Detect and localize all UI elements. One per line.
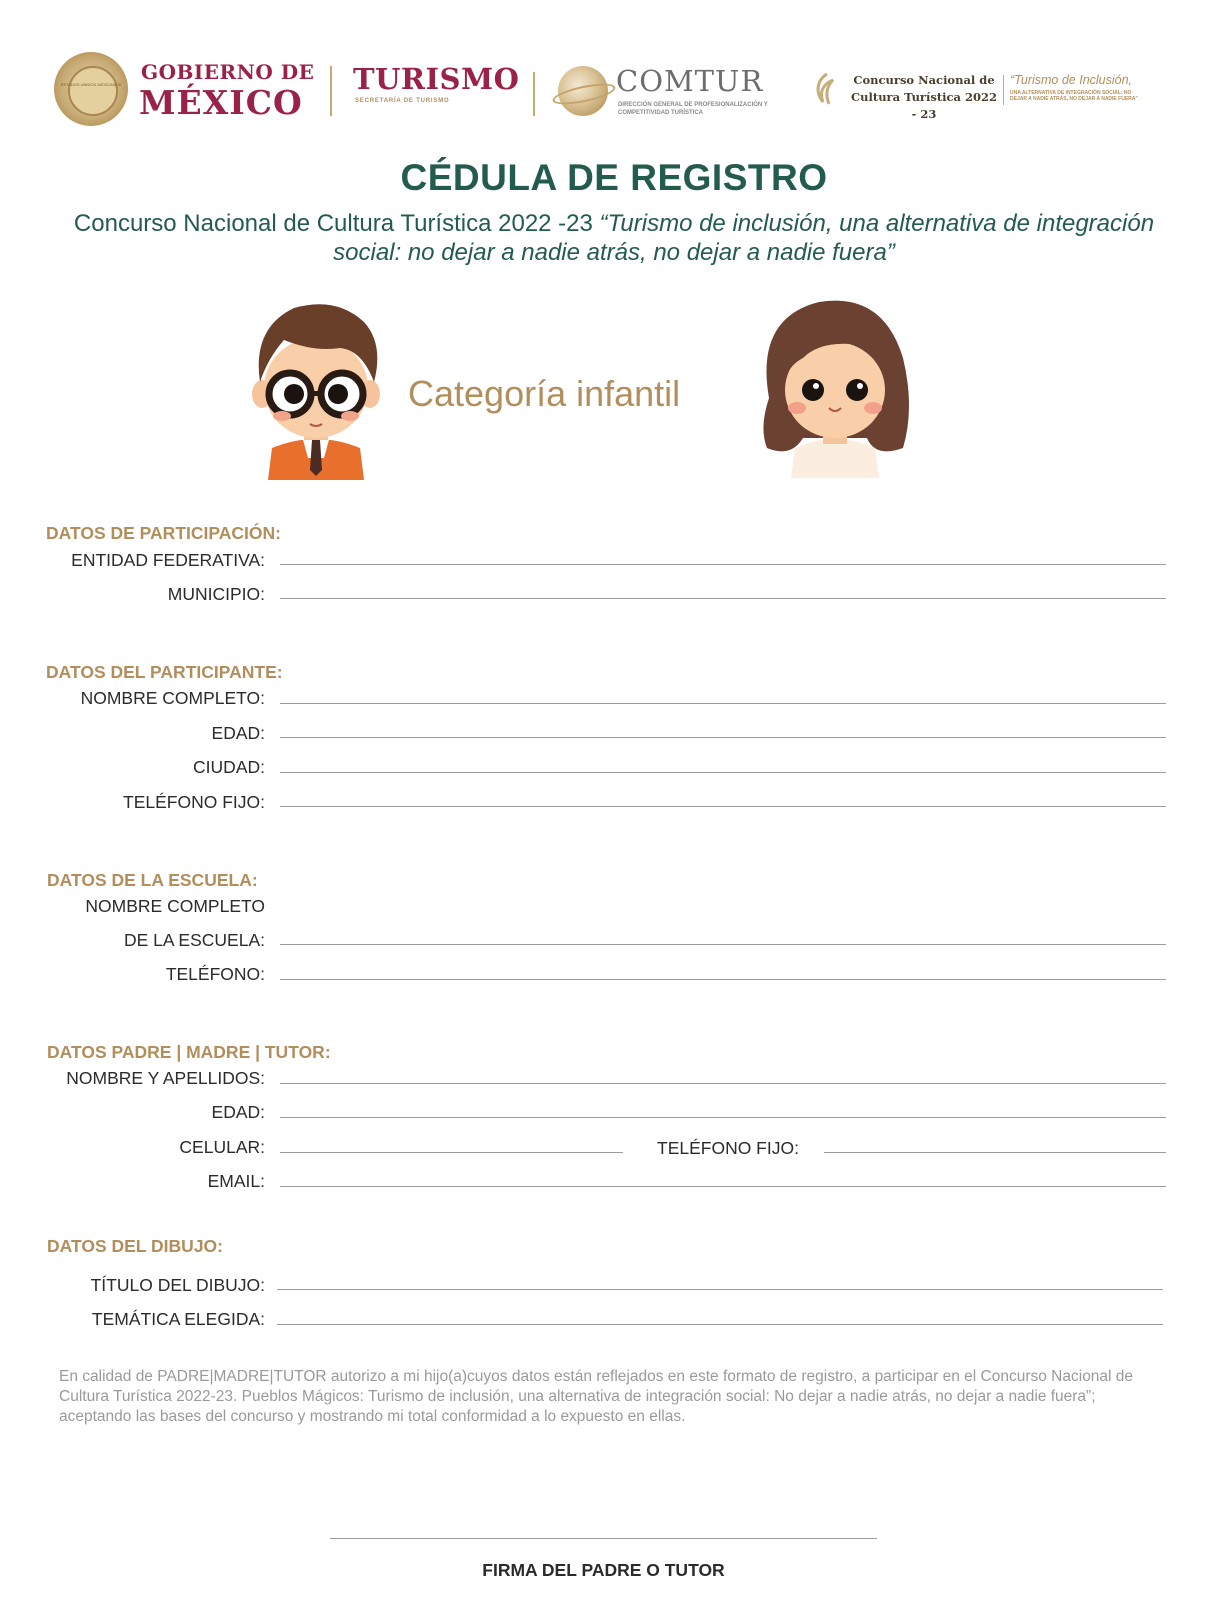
inclusion-logo-subtitle: UNA ALTERNATIVA DE INTEGRACIÓN SOCIAL: NO DEJAR A NADIE ATRÁS, NO DEJAR A NADIE FUERA” xyxy=(1010,90,1138,102)
logo-divider xyxy=(330,66,332,116)
inclusion-logo-title: “Turismo de Inclusión, xyxy=(1010,73,1133,87)
ciudad-input[interactable] xyxy=(280,772,1166,773)
swirl-icon xyxy=(813,72,837,106)
comtur-logo-subtitle: DIRECCIÓN GENERAL DE PROFESIONALIZACIÓN Y COMPETITIVIDAD TURÍSTICA xyxy=(618,102,768,116)
label-celular: CELULAR: xyxy=(179,1137,265,1157)
label-telefono-participante: TELÉFONO FIJO: xyxy=(123,792,265,812)
label-telefono-escuela: TELÉFONO: xyxy=(165,964,265,984)
mexico-seal-icon: ESTADOS UNIDOS MEXICANOS xyxy=(54,52,128,126)
label-edad-participante: EDAD: xyxy=(211,723,265,743)
section-heading-escuela: DATOS DE LA ESCUELA: xyxy=(47,870,258,890)
label-nombre-tutor: NOMBRE Y APELLIDOS: xyxy=(66,1068,265,1088)
label-nombre-escuela-1: NOMBRE COMPLETO xyxy=(85,896,265,916)
label-ciudad: CIUDAD: xyxy=(193,757,265,777)
entidad-input[interactable] xyxy=(280,564,1166,565)
nombre-tutor-input[interactable] xyxy=(280,1083,1166,1084)
logo-divider xyxy=(1003,75,1004,105)
label-telefono-fijo-tutor: TELÉFONO FIJO: xyxy=(657,1138,799,1158)
label-entidad: ENTIDAD FEDERATIVA: xyxy=(71,550,265,570)
label-nombre-escuela-2: DE LA ESCUELA: xyxy=(123,930,265,950)
label-titulo-dibujo: TÍTULO DEL DIBUJO: xyxy=(90,1275,265,1295)
gobierno-logo-line2: MÉXICO xyxy=(139,83,303,122)
nombre-escuela-input[interactable] xyxy=(280,944,1166,945)
edad-tutor-input[interactable] xyxy=(280,1117,1166,1118)
turismo-logo-subtitle: SECRETARÍA DE TURISMO xyxy=(355,98,450,104)
nombre-participante-input[interactable] xyxy=(280,703,1166,704)
page-title: CÉDULA DE REGISTRO xyxy=(400,157,828,198)
girl-illustration xyxy=(755,298,915,478)
boy-illustration xyxy=(244,298,388,480)
label-nombre-participante: NOMBRE COMPLETO: xyxy=(80,688,265,708)
section-heading-dibujo: DATOS DEL DIBUJO: xyxy=(47,1236,223,1256)
comtur-globe-icon xyxy=(558,66,608,116)
page-subtitle: Concurso Nacional de Cultura Turística 2022 -23 “Turismo de inclusión, una alternativa de integración social: no dejar a nadie atrás, no dejar a nadie fuera” xyxy=(73,210,1155,266)
label-email: EMAIL: xyxy=(207,1171,265,1191)
telefono-participante-input[interactable] xyxy=(280,806,1166,807)
consent-text: En calidad de PADRE|MADRE|TUTOR autorizo a mi hijo(a)cuyos datos están reflejados en este formato de registro, a participar en el Concurso Nacional de Cultura Turística 2022-23. Pueblos Mágicos: Turismo de inclusión, una alternativa de integración social: No dejar a nadie atrás, no dejar a nadie fuera”; aceptando las bases del concurso y mostrando mi total conformidad a lo expuesto en ellas. xyxy=(59,1368,1134,1425)
label-edad-tutor: EDAD: xyxy=(211,1102,265,1122)
telefono-escuela-input[interactable] xyxy=(280,979,1166,980)
signature-label: FIRMA DEL PADRE O TUTOR xyxy=(482,1560,725,1580)
email-input[interactable] xyxy=(280,1186,1166,1187)
concurso-logo-text: Concurso Nacional de Cultura Turística 2022 - 23 xyxy=(851,73,997,121)
turismo-logo: TURISMO xyxy=(353,62,520,96)
titulo-dibujo-input[interactable] xyxy=(277,1289,1163,1290)
category-label: Categoría infantil xyxy=(408,373,681,414)
signature-line[interactable] xyxy=(330,1538,877,1539)
municipio-input[interactable] xyxy=(280,598,1166,599)
tematica-input[interactable] xyxy=(277,1324,1163,1325)
logo-divider xyxy=(533,72,535,116)
gobierno-logo-line1: GOBIERNO DE xyxy=(141,60,315,84)
section-heading-participante: DATOS DEL PARTICIPANTE: xyxy=(46,662,283,682)
section-heading-participacion: DATOS DE PARTICIPACIÓN: xyxy=(46,523,281,543)
edad-participante-input[interactable] xyxy=(280,737,1166,738)
comtur-logo: COMTUR xyxy=(616,64,764,98)
label-tematica: TEMÁTICA ELEGIDA: xyxy=(91,1309,265,1329)
celular-input[interactable] xyxy=(280,1152,623,1153)
section-heading-tutor: DATOS PADRE | MADRE | TUTOR: xyxy=(47,1042,331,1062)
telefono-fijo-tutor-input[interactable] xyxy=(824,1152,1166,1153)
label-municipio: MUNICIPIO: xyxy=(167,584,265,604)
